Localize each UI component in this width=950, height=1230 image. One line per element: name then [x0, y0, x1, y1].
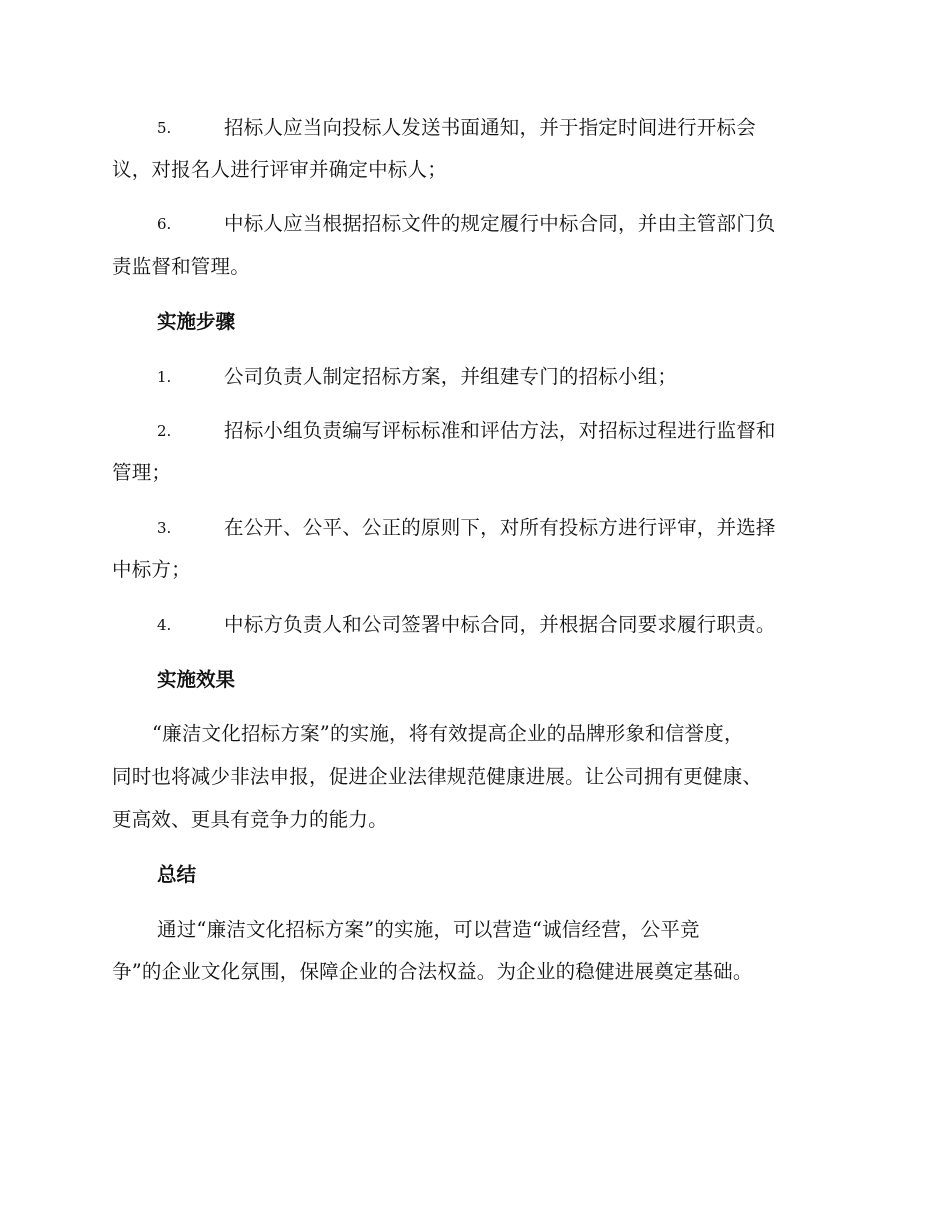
list-item-number: 4.: [157, 616, 172, 634]
list-item-number: 5.: [157, 119, 172, 137]
section-heading-summary: 总结: [157, 863, 197, 886]
paragraph-line: 同时也将减少非法申报，促进企业法律规范健康进展。让公司拥有更健康、: [112, 765, 763, 788]
section-heading-steps: 实施步骤: [157, 310, 236, 333]
paragraph-line: 通过“廉洁文化招标方案”的实施，可以营造“诚信经营，公平竞: [157, 918, 700, 941]
list-item-number: 6.: [157, 215, 172, 233]
section-heading-effect: 实施效果: [157, 668, 236, 691]
list-item-number: 3.: [157, 519, 172, 537]
paragraph-line: 更高效、更具有竞争力的能力。: [112, 808, 388, 831]
list-item-text-line: 招标小组负责编写评标标准和评估方法，对招标过程进行监督和: [224, 419, 776, 442]
list-item-text-line: 管理；: [112, 461, 172, 484]
list-item-text-line: 责监督和管理。: [112, 255, 250, 278]
list-item-number: 1.: [157, 368, 172, 386]
list-item-text-line: 议，对报名人进行评审并确定中标人；: [112, 158, 447, 181]
list-item-text-line: 中标方；: [112, 558, 191, 581]
list-item-text-line: 中标人应当根据招标文件的规定履行中标合同，并由主管部门负: [224, 212, 776, 235]
list-item-text-line: 在公开、公平、公正的原则下，对所有投标方进行评审，并选择: [224, 516, 776, 539]
list-item-text-line: 中标方负责人和公司签署中标合同，并根据合同要求履行职责。: [224, 613, 776, 636]
paragraph-line: “廉洁文化招标方案”的实施，将有效提高企业的品牌形象和信誉度，: [152, 722, 744, 745]
list-item-text-line: 招标人应当向投标人发送书面通知，并于指定时间进行开标会: [224, 116, 756, 139]
list-item-text-line: 公司负责人制定招标方案，并组建专门的招标小组；: [224, 365, 678, 388]
paragraph-line: 争”的企业文化氛围，保障企业的合法权益。为企业的稳健进展奠定基础。: [112, 960, 753, 983]
list-item-number: 2.: [157, 422, 172, 440]
